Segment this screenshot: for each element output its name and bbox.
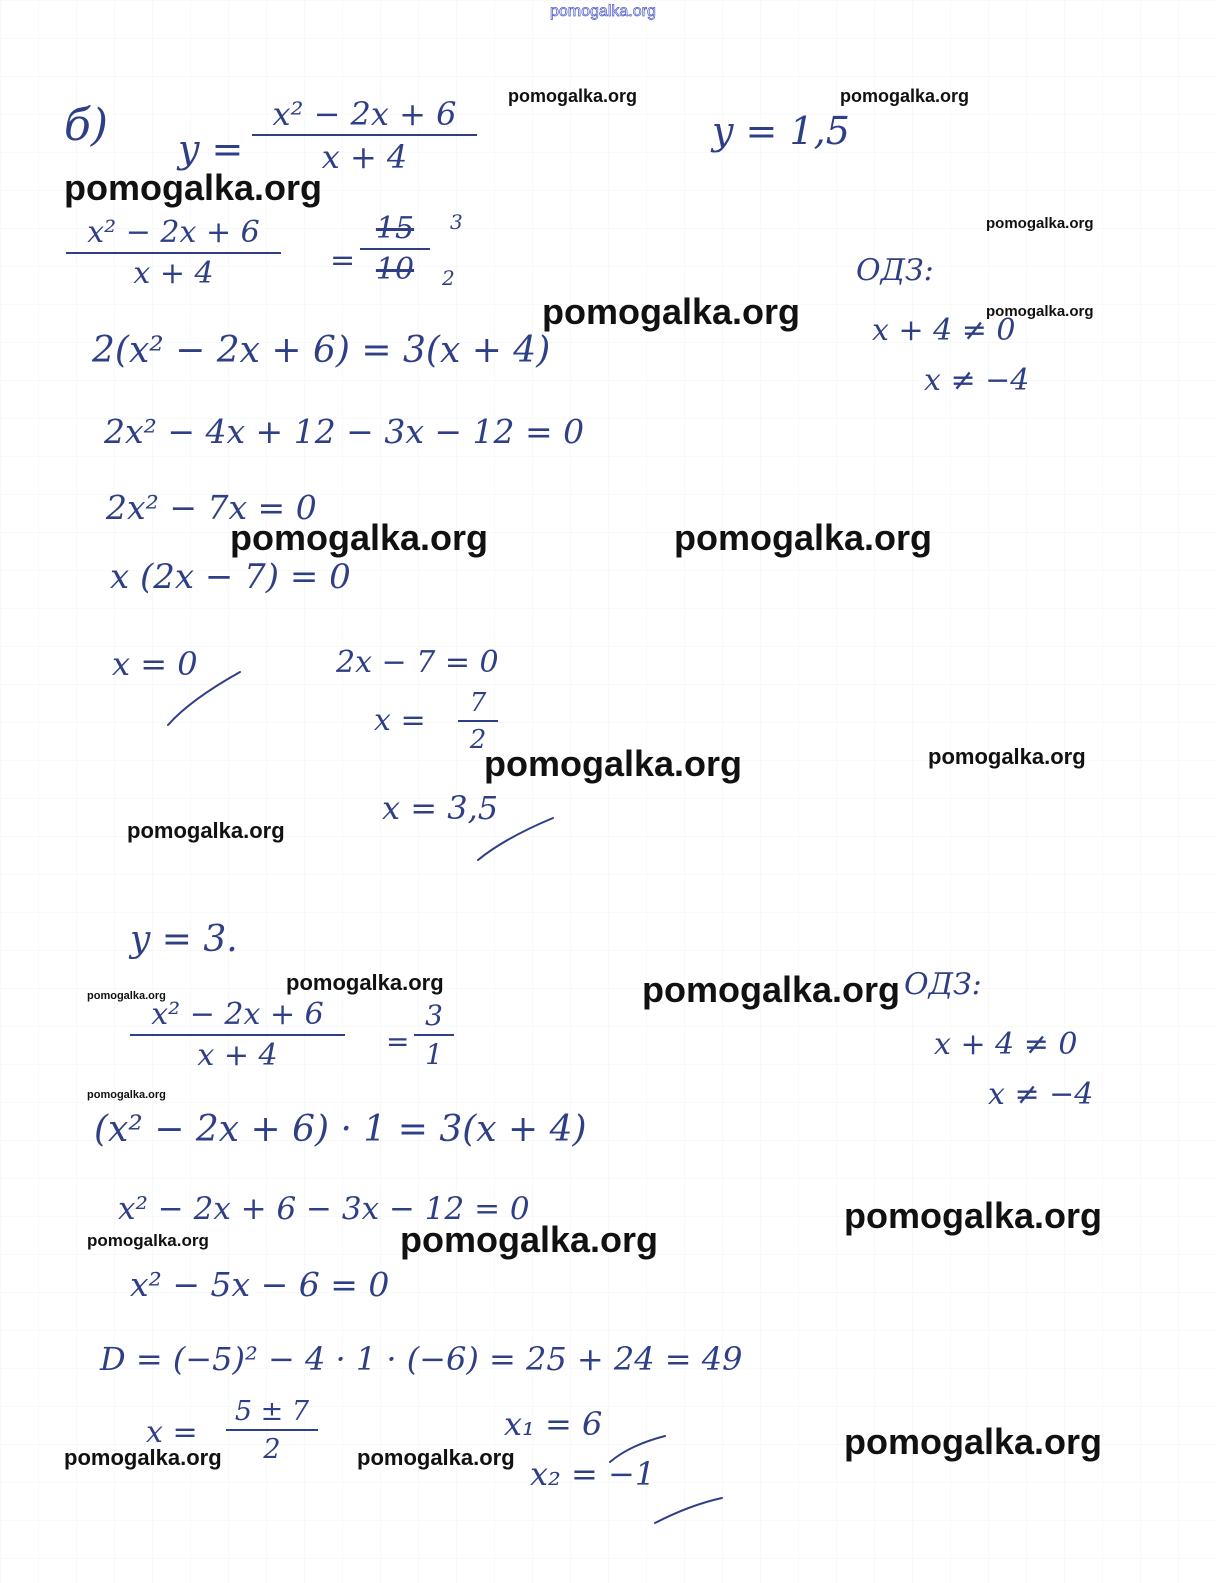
watermark: pomogalka.org <box>87 1231 209 1250</box>
domain-title-2: ОДЗ: <box>904 967 982 1002</box>
reduced-denominator: 2 <box>442 266 455 290</box>
equation-rhs-denominator: 10 <box>375 252 415 287</box>
equation-equals: = <box>330 243 356 278</box>
step2-1: (x² − 2x + 6) · 1 = 3(x + 4) <box>94 1109 587 1150</box>
reduced-numerator: 3 <box>450 210 463 234</box>
equation-lhs-fraction <box>66 215 281 291</box>
function-denominator: x + 4 <box>321 138 408 176</box>
root2-denominator: 2 <box>469 725 487 755</box>
watermark: pomogalka.org <box>928 744 1086 769</box>
equation2-lhs-fraction <box>130 997 345 1073</box>
domain-line1-1: x + 4 ≠ 0 <box>872 313 1016 348</box>
watermark: pomogalka.org <box>64 1445 222 1470</box>
domain-line2-2: x ≠ −4 <box>988 1077 1094 1112</box>
equation2-rhs-fraction <box>414 999 454 1071</box>
watermark: pomogalka.org <box>357 1445 515 1470</box>
watermark: pomogalka.org <box>542 291 801 332</box>
roots-denominator: 2 <box>263 1434 281 1465</box>
watermark-top: pomogalka.org <box>550 3 656 20</box>
equation2-rhs-numerator: 3 <box>425 999 443 1032</box>
step-4: x (2x − 7) = 0 <box>110 557 351 597</box>
equation-rhs-numerator: 15 <box>375 211 415 246</box>
function-fraction <box>252 95 477 176</box>
root-x-3-5: x = 3,5 <box>382 789 499 827</box>
root2-numerator: 7 <box>469 688 487 718</box>
equation-denominator: x + 4 <box>133 256 214 291</box>
root-x1: x₁ = 6 <box>504 1405 603 1443</box>
equation2-numerator: x² − 2x + 6 <box>151 997 324 1032</box>
check-mark-x2 <box>655 1498 722 1523</box>
root2-equation: 2x − 7 = 0 <box>336 645 499 680</box>
roots-fraction <box>226 1398 318 1463</box>
domain-line1-2: x + 4 ≠ 0 <box>934 1027 1078 1062</box>
equation2-denominator: x + 4 <box>197 1038 278 1073</box>
watermark: pomogalka.org <box>508 86 638 106</box>
domain-title-1: ОДЗ: <box>856 253 934 288</box>
step-3: 2x² − 7x = 0 <box>106 488 317 527</box>
watermark: pomogalka.org <box>64 167 323 208</box>
step-2: 2x² − 4x + 12 − 3x − 12 = 0 <box>104 412 585 451</box>
watermark: pomogalka.org <box>642 969 901 1010</box>
function-lhs: y = <box>178 127 244 171</box>
watermark: pomogalka.org <box>674 517 933 558</box>
watermark: pomogalka.org <box>986 215 1094 232</box>
watermark: pomogalka.org <box>484 743 743 784</box>
watermark: pomogalka.org <box>986 303 1094 320</box>
root2-lhs: x = <box>374 703 426 738</box>
watermark: pomogalka.org <box>840 86 970 106</box>
roots-numerator: 5 ± 7 <box>234 1396 310 1427</box>
root-x-0: x = 0 <box>112 645 198 683</box>
watermark: pomogalka.org <box>844 1195 1103 1236</box>
watermark: pomogalka.org <box>230 517 489 558</box>
equation-rhs-fraction <box>360 211 430 287</box>
watermark: pomogalka.org <box>87 990 166 1002</box>
root-x2: x₂ = −1 <box>530 1455 656 1493</box>
equation2-rhs-denominator: 1 <box>425 1038 443 1071</box>
y-value-3: y = 3. <box>130 919 238 960</box>
discriminant: D = (−5)² − 4 · 1 · (−6) = 25 + 24 = 49 <box>100 1340 743 1378</box>
step2-2: x² − 2x + 6 − 3x − 12 = 0 <box>118 1191 530 1227</box>
function-numerator: x² − 2x + 6 <box>272 95 457 133</box>
y-value-1-5: y = 1,5 <box>712 109 850 153</box>
watermark: pomogalka.org <box>127 818 285 843</box>
equation-numerator: x² − 2x + 6 <box>87 215 260 250</box>
domain-line2-1: x ≠ −4 <box>924 363 1030 398</box>
equation2-equals: = <box>386 1025 410 1058</box>
watermark: pomogalka.org <box>400 1219 659 1260</box>
roots-lhs: x = <box>146 1415 198 1450</box>
watermark: pomogalka.org <box>286 970 444 995</box>
step-1: 2(x² − 2x + 6) = 3(x + 4) <box>92 330 551 371</box>
watermark: pomogalka.org <box>87 1089 166 1101</box>
part-b-label: б) <box>64 100 109 151</box>
step2-3: x² − 5x − 6 = 0 <box>130 1265 390 1304</box>
watermark: pomogalka.org <box>844 1421 1103 1462</box>
